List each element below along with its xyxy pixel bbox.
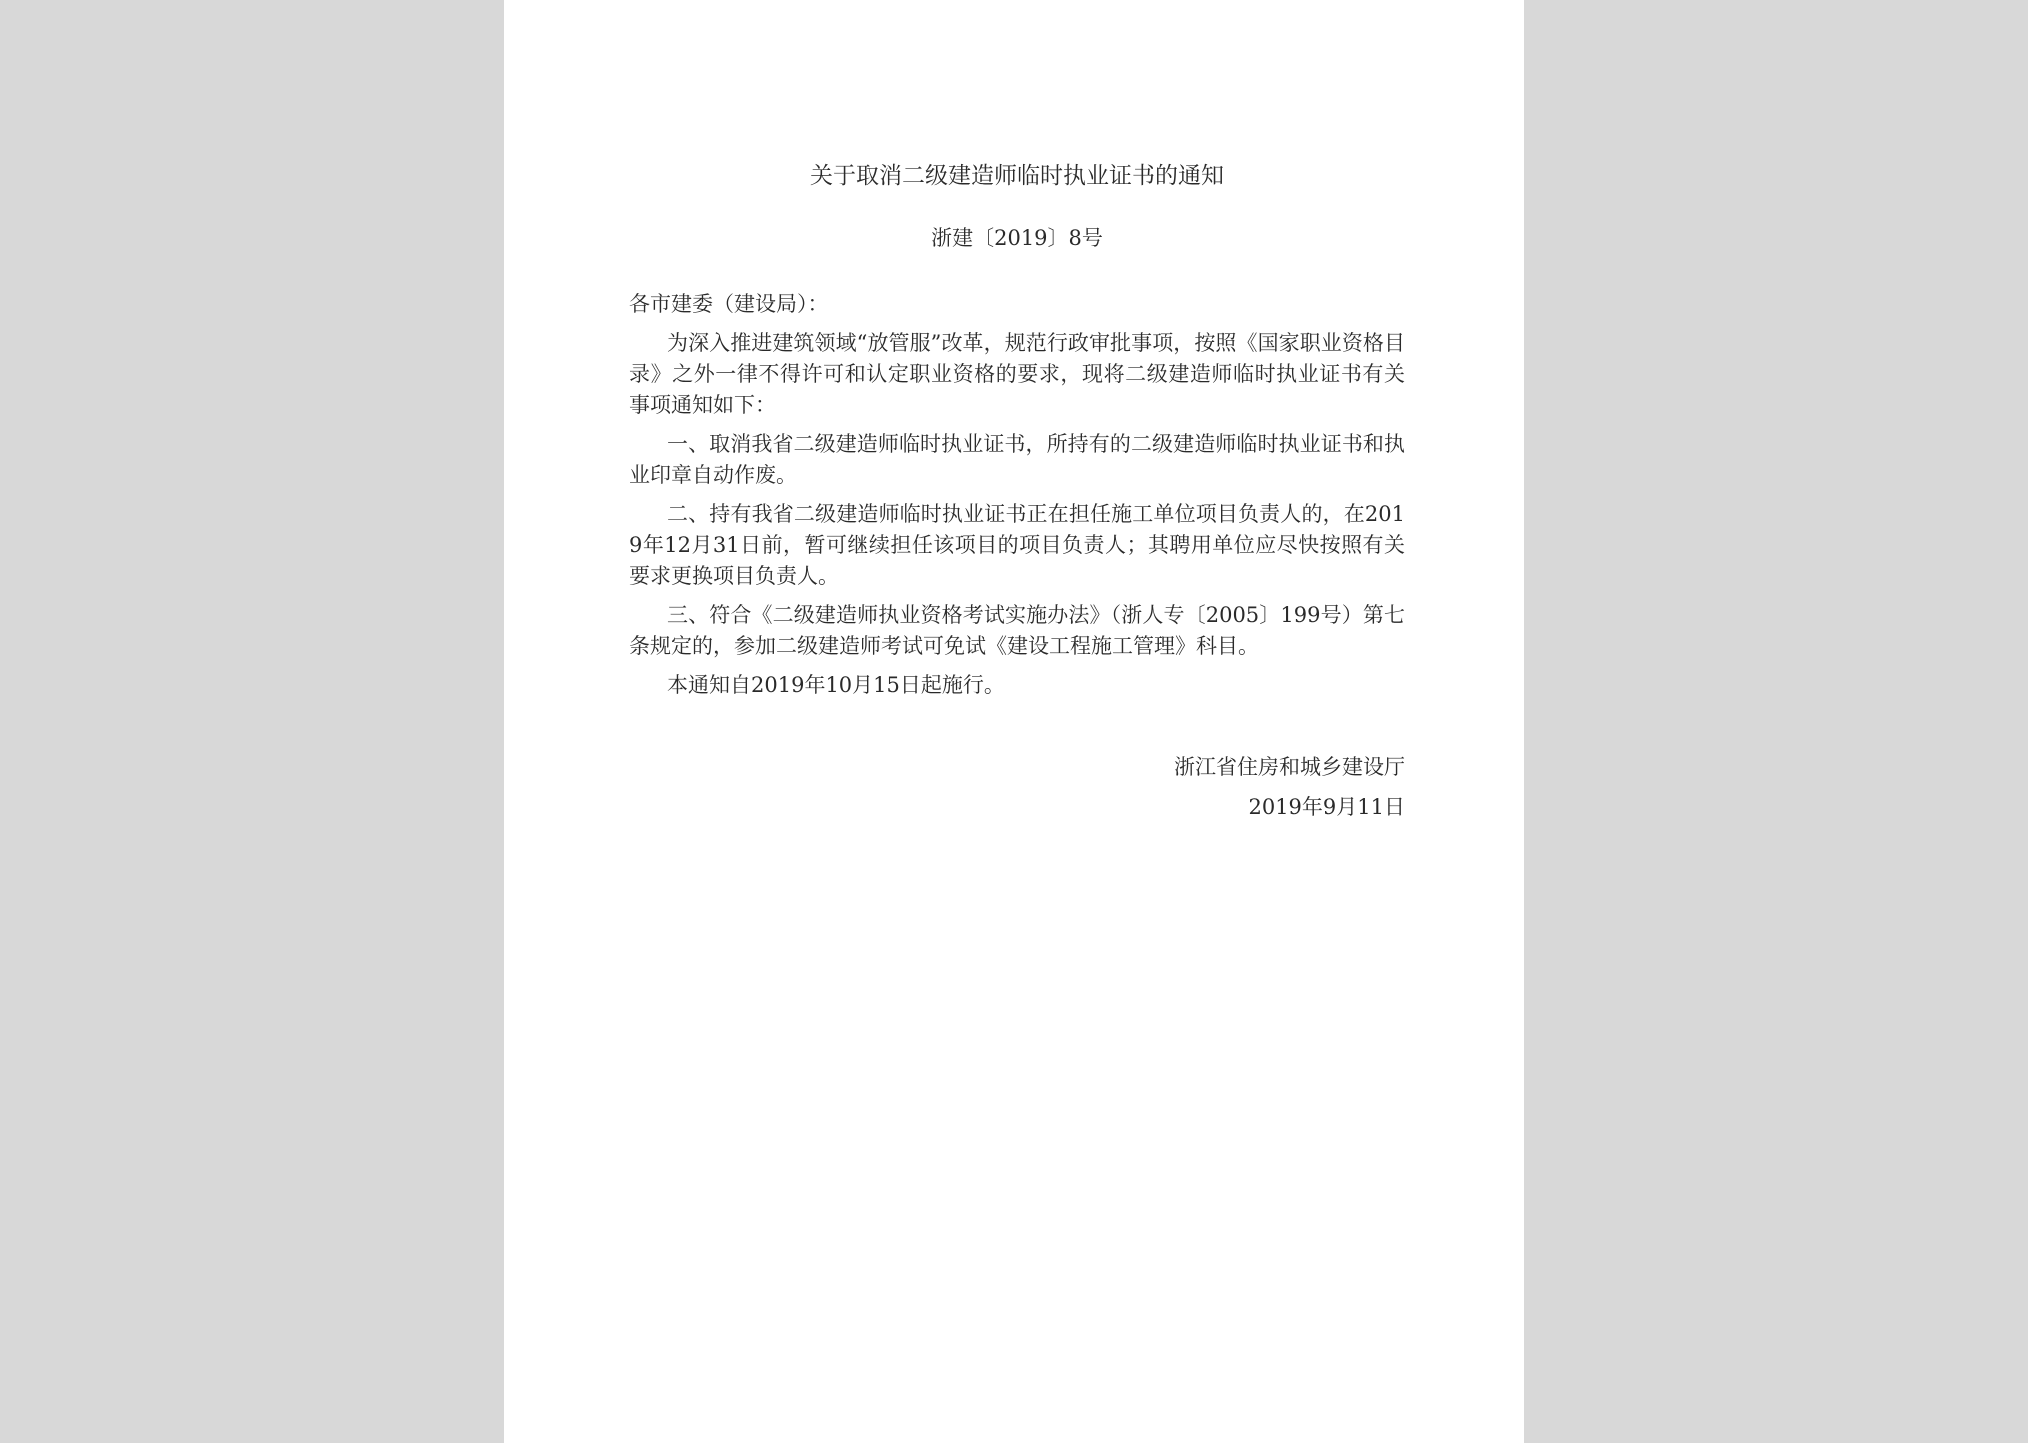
paragraph-intro: 为深入推进建筑领域“放管服”改革，规范行政审批事项，按照《国家职业资格目录》之外一律不得许可和认定职业资格的要求，现将二级建造师临时执业证书有关事项通知如下： (629, 331, 1405, 417)
document-number: 浙建〔2019〕8号 (931, 226, 1103, 250)
paragraph-item-2: 二、持有我省二级建造师临时执业证书正在担任施工单位项目负责人的，在2019年12月31日前，暂可继续担任该项目的项目负责人；其聘用单位应尽快按照有关要求更换项目负责人。 (629, 502, 1405, 588)
paragraph-item-3: 三、符合《二级建造师执业资格考试实施办法》（浙人专〔2005〕199号）第七条规定的，参加二级建造师考试可免试《建设工程施工管理》科目。 (629, 603, 1405, 658)
issue-date: 2019年9月11日 (1248, 795, 1405, 819)
paragraph-effective-date: 本通知自2019年10月15日起施行。 (667, 673, 1005, 697)
document-content (629, 160, 1405, 823)
document-page (504, 0, 1524, 1443)
salutation: 各市建委（建设局）： (629, 292, 829, 316)
issuer-signature: 浙江省住房和城乡建设厅 (1174, 755, 1405, 779)
document-title: 关于取消二级建造师临时执业证书的通知 (810, 163, 1224, 189)
paragraph-item-1: 一、取消我省二级建造师临时执业证书，所持有的二级建造师临时执业证书和执业印章自动作废。 (629, 432, 1405, 487)
